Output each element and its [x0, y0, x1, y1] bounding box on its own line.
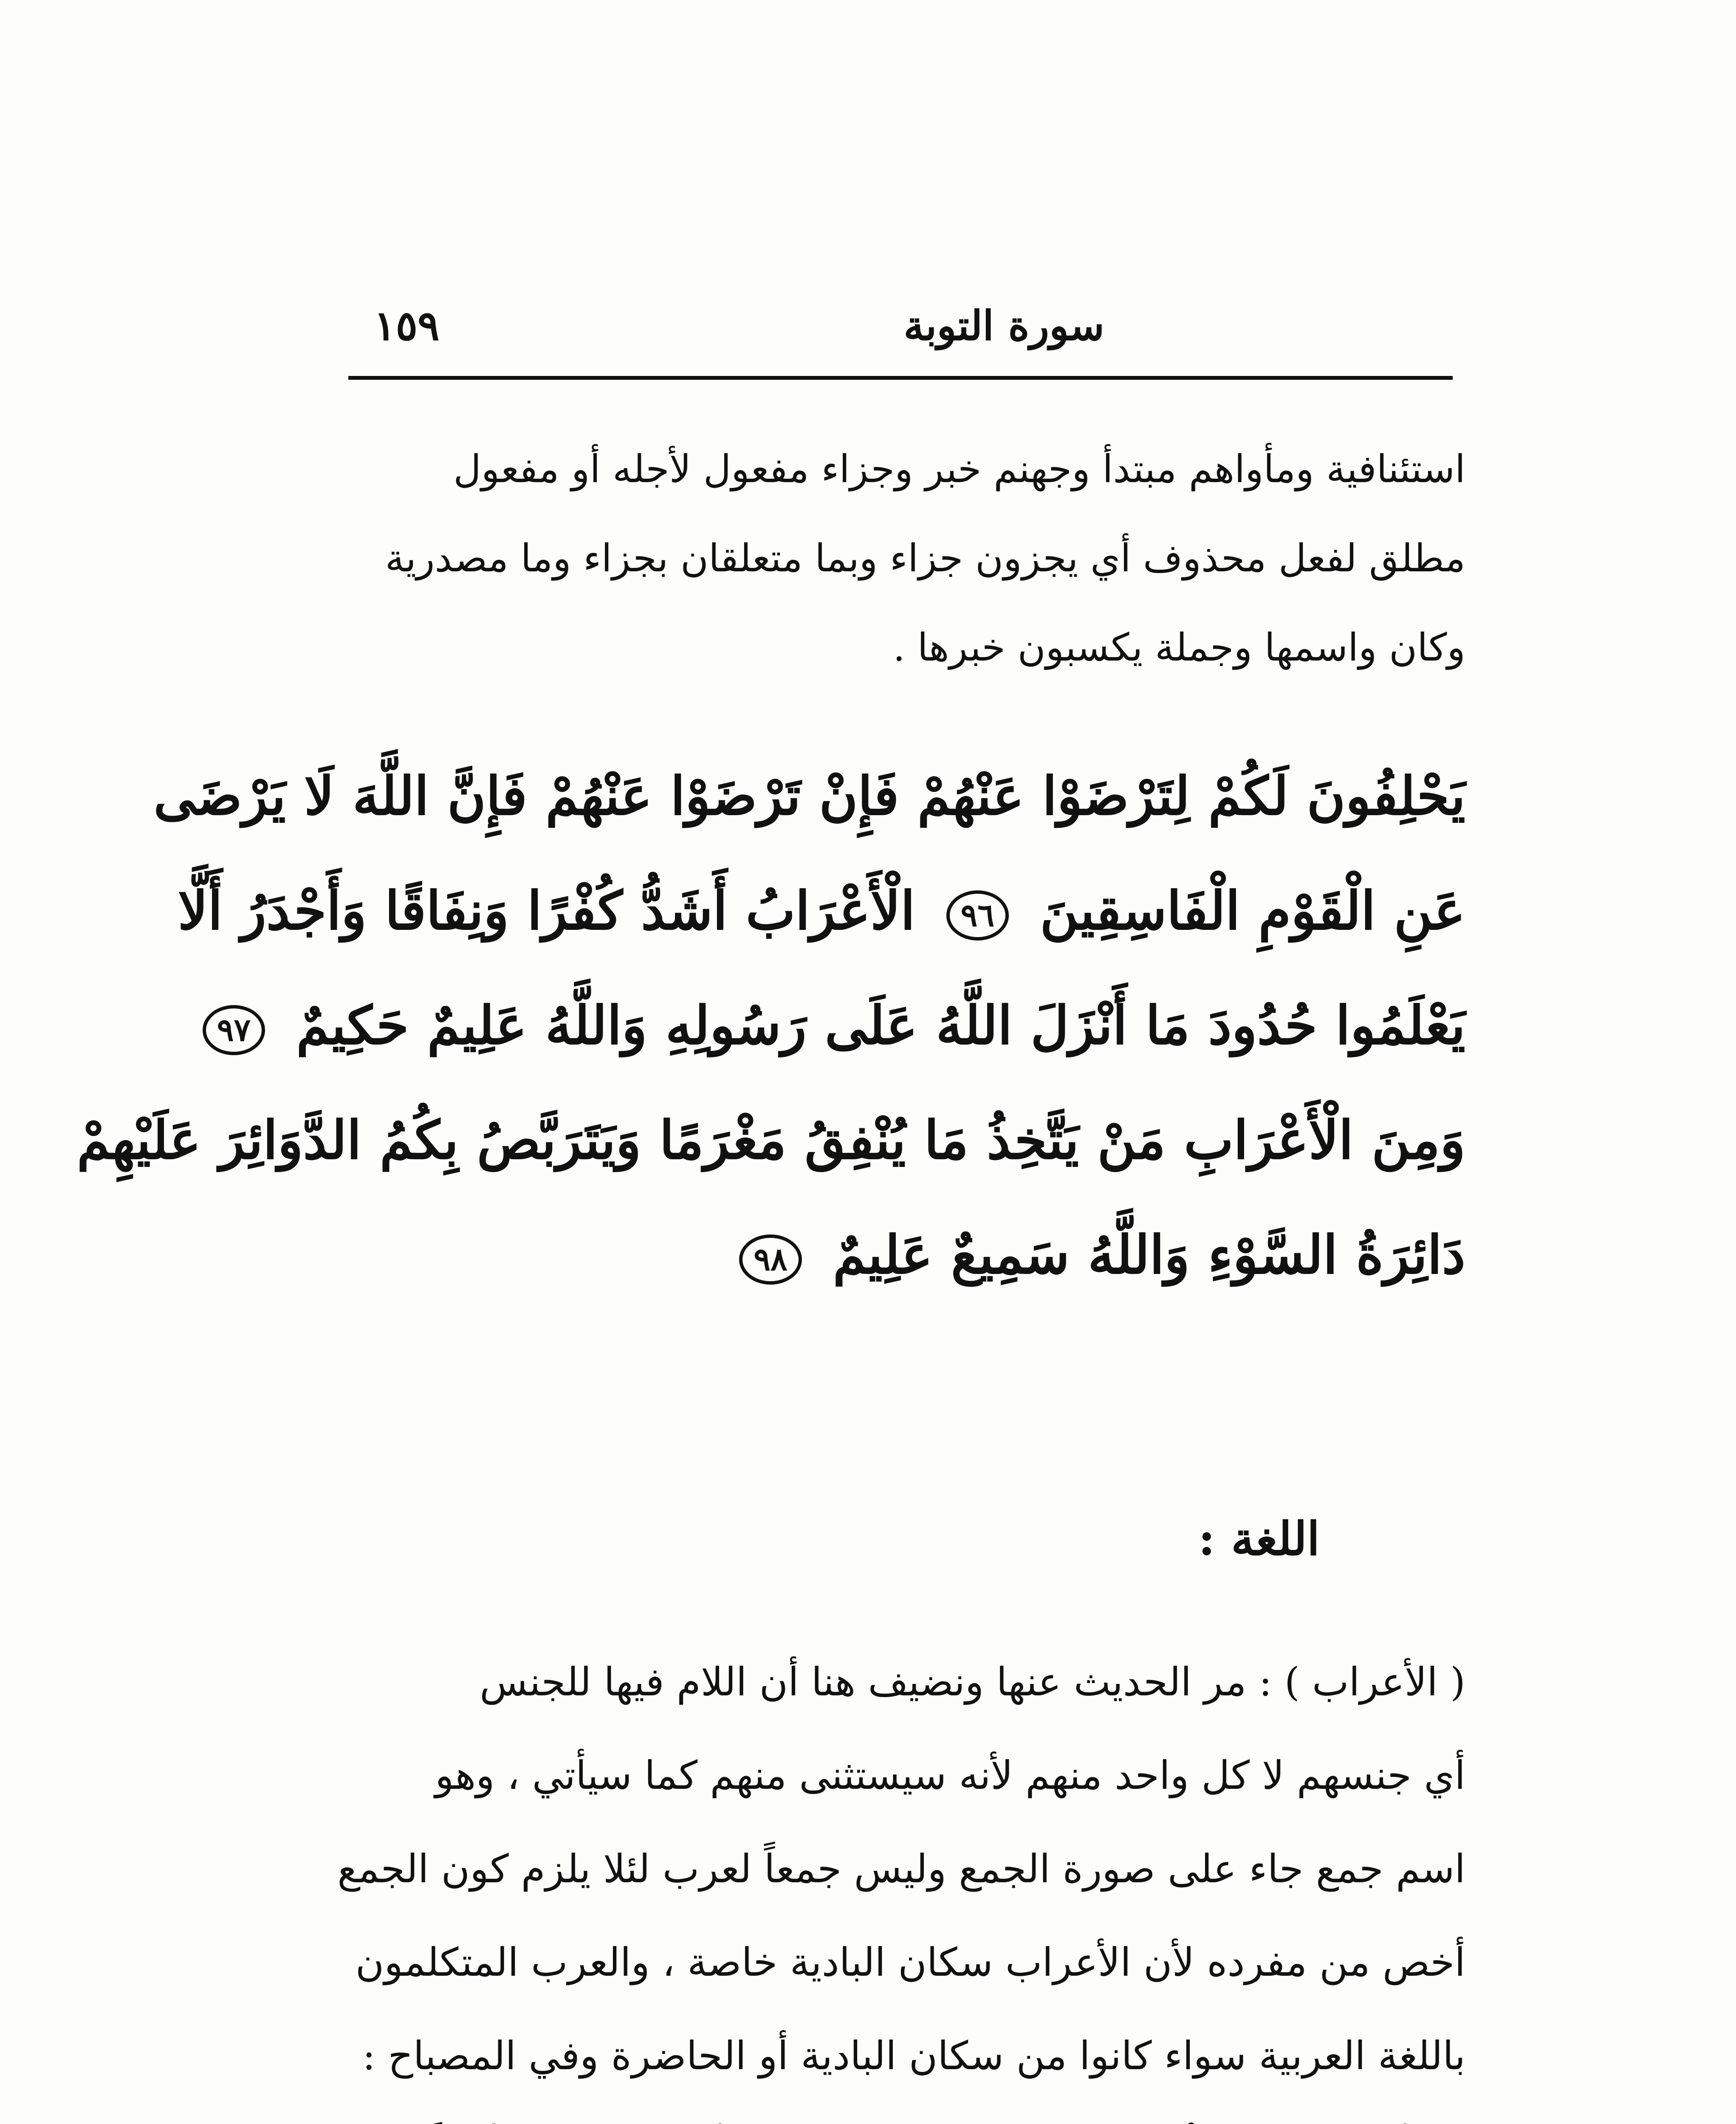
verse-line — [340, 1198, 1465, 1313]
text-line: أخص من مفرده لأن الأعراب سكان البادية خاصة ، والعرب المتكلمون — [355, 1940, 1465, 1985]
quran-verses — [76, 739, 1465, 1313]
page-header — [348, 293, 1453, 374]
verse-line — [217, 969, 1465, 1083]
verse-text: يَعْلَمُوا حُدُودَ مَا أَنْزَلَ اللَّهُ عَلَى رَسُولِهِ وَاللَّهُ عَلِيمٌ حَكِيمٌ — [296, 995, 1465, 1056]
verse-text: يَحْلِفُونَ لَكُمْ لِتَرْضَوْا عَنْهُمْ فَإِنْ تَرْضَوْا عَنْهُمْ فَإِنَّ اللَّهَ لَا يَرْضَى — [153, 765, 1465, 827]
ayah-number-marker: ٩٨ — [739, 1234, 802, 1285]
header-divider — [348, 376, 1453, 380]
text-line: أي جنسهم لا كل واحد منهم لأنه سيستثنى منهم كما سيأتي ، وهو — [435, 1753, 1465, 1798]
verse-line — [178, 854, 1465, 969]
ayah-number-marker: ٩٧ — [203, 1005, 265, 1055]
verse-text: الْأَعْرَابُ أَشَدُّ كُفْرًا وَنِفَاقًا وَأَجْدَرُ أَلَّا — [178, 880, 915, 942]
text-line: اسم جمع جاء على صورة الجمع وليس جمعاً لعرب لئلا يلزم كون الجمع — [337, 1846, 1465, 1892]
text-line: استئنافية ومأواهم مبتدأ وجهنم خبر وجزاء مفعول لأجله أو مفعول — [453, 447, 1465, 491]
text-line — [323, 2103, 1465, 2124]
verse-line — [153, 739, 1465, 854]
text-line: باللغة العربية سواء كانوا من سكان البادية أو الحاضرة وفي المصباح : — [362, 2033, 1465, 2079]
text-line: وكان واسمها وجملة يكسبون خبرها . — [893, 625, 1465, 670]
verse-line — [76, 1083, 1465, 1198]
page-number: ١٥٩ — [374, 302, 440, 350]
verse-text: دَائِرَةُ السَّوْءِ وَاللَّهُ سَمِيعٌ عَلِيمٌ — [833, 1224, 1465, 1286]
section-heading: اللغة : — [1198, 1512, 1320, 1566]
body-paragraph — [323, 1635, 1465, 2124]
text-line: مطلق لفعل محذوف أي يجزون جزاء وبما متعلقان بجزاء وما مصدرية — [385, 536, 1465, 581]
surah-title: سورة التوبة — [903, 302, 1104, 350]
verse-text: عَنِ الْقَوْمِ الْفَاسِقِينَ — [1040, 880, 1465, 942]
text-line: ( الأعراب ) : مر الحديث عنها ونضيف هنا أن اللام فيها للجنس — [480, 1659, 1465, 1705]
ayah-number-marker: ٩٦ — [946, 890, 1009, 941]
intro-paragraph — [323, 425, 1465, 692]
verse-text: وَمِنَ الْأَعْرَابِ مَنْ يَتَّخِذُ مَا يُنْفِقُ مَغْرَمًا وَيَتَرَبَّصُ بِكُمُ الدَّوَائِرَ عَلَيْهِمْ — [76, 1110, 1465, 1171]
